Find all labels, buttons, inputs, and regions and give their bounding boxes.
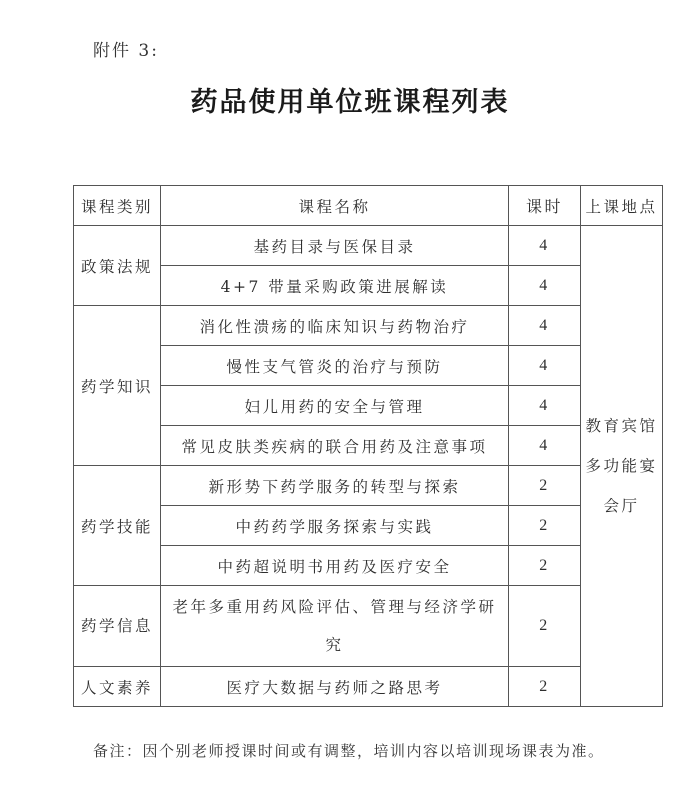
table-row	[74, 667, 663, 707]
course-name-cell: 中药药学服务探索与实践	[161, 506, 509, 546]
course-name-cell: 慢性支气管炎的治疗与预防	[161, 346, 509, 386]
hours-cell: 4	[509, 426, 581, 466]
header-hours: 课时	[509, 186, 581, 226]
table-header-row	[74, 186, 663, 226]
footnote: 备注：因个别老师授课时间或有调整，培训内容以培训现场课表为准。	[93, 742, 605, 760]
hours-cell: 2	[509, 667, 581, 707]
table-row	[74, 386, 663, 426]
table-row	[74, 346, 663, 386]
course-name-cell: 消化性溃疡的临床知识与药物治疗	[161, 306, 509, 346]
course-name-cell: 中药超说明书用药及医疗安全	[161, 546, 509, 586]
hours-cell: 2	[509, 506, 581, 546]
course-name-cell: 老年多重用药风险评估、管理与经济学研究	[161, 586, 509, 667]
table-row	[74, 226, 663, 266]
hours-cell: 4	[509, 226, 581, 266]
table-row	[74, 586, 663, 667]
course-name-cell: 基药目录与医保目录	[161, 226, 509, 266]
table-row	[74, 306, 663, 346]
category-cell: 药学技能	[74, 466, 161, 586]
course-name-cell: 医疗大数据与药师之路思考	[161, 667, 509, 707]
course-name-cell: 4+7 带量采购政策进展解读	[161, 266, 509, 306]
course-table	[73, 185, 663, 707]
header-location: 上课地点	[581, 186, 663, 226]
attachment-label: 附件 3:	[93, 41, 159, 61]
hours-cell: 2	[509, 546, 581, 586]
hours-cell: 2	[509, 586, 581, 667]
course-name-cell: 常见皮肤类疾病的联合用药及注意事项	[161, 426, 509, 466]
location-line: 教育宾馆	[585, 417, 658, 435]
course-name-cell: 妇儿用药的安全与管理	[161, 386, 509, 426]
location-cell	[581, 226, 663, 707]
category-cell: 政策法规	[74, 226, 161, 306]
category-cell: 人文素养	[74, 667, 161, 707]
table-row	[74, 266, 663, 306]
course-name-cell: 新形势下药学服务的转型与探索	[161, 466, 509, 506]
category-cell: 药学信息	[74, 586, 161, 667]
table-row	[74, 506, 663, 546]
header-category: 课程类别	[74, 186, 161, 226]
table-row	[74, 466, 663, 506]
category-cell: 药学知识	[74, 306, 161, 466]
location-line: 会厅	[603, 497, 640, 515]
table-row	[74, 546, 663, 586]
hours-cell: 4	[509, 346, 581, 386]
location-line: 多功能宴	[585, 457, 658, 475]
hours-cell: 4	[509, 306, 581, 346]
hours-cell: 2	[509, 466, 581, 506]
hours-cell: 4	[509, 266, 581, 306]
table-row	[74, 426, 663, 466]
page-title: 药品使用单位班课程列表	[190, 87, 510, 118]
hours-cell: 4	[509, 386, 581, 426]
header-course-name: 课程名称	[161, 186, 509, 226]
